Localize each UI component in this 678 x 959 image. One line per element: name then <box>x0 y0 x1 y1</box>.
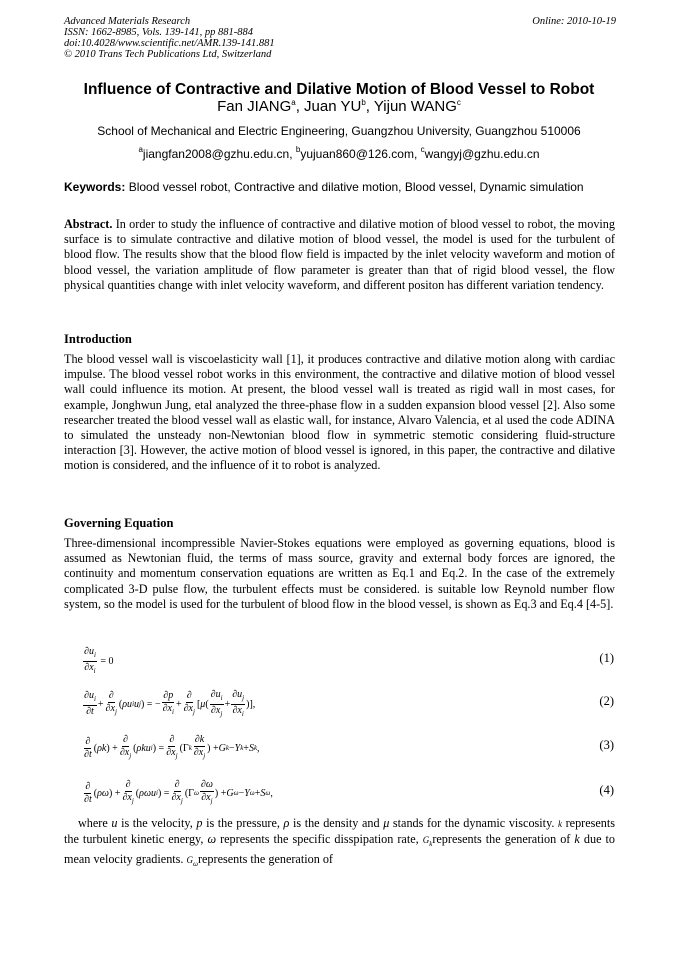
email-mark: a <box>138 145 143 154</box>
equation-4: $\frac{\partial}{\partial t}$ ( ρω ) + $\frac{\partial}{\partial x_j}$ ( ρωu i ) = $\frac{\partial}{\partial x_j}$ (Γ ω $\frac{\partial\omega}{\partial x_j}$ ) + G ω − Y ω + S ω , <box>84 779 273 805</box>
where-text: represents the generation of <box>432 832 571 847</box>
equation-1: $\frac{\partial u_i}{\partial x_i}$ = 0 <box>84 645 114 675</box>
author-name: Juan YU <box>304 98 362 115</box>
author-mark: c <box>456 98 461 107</box>
where-text: is the pressure, <box>206 816 280 830</box>
governing-text: Three-dimensional incompressible Navier-Stokes equations were employed as governing equations, blood is assumed as Newtonian fluid, the terms of mass source, gravity and external body forces are ignored, the continuity and momentum conservation equations are written as Eq.1 and Eq.2. In the case of the extremely complicated 3-D pulse flow, the turbulent effects must be considered. is suitable low Reynold number flow system, so the model is used for the turbulent of blood flow in the blood vessel, is shown as Eq.3 and Eq.4 [4-5]. <box>64 536 615 611</box>
author-mark: a <box>291 98 296 107</box>
introduction-text: The blood vessel wall is viscoelasticity wall [1], it produces contractive and dilative motion along with cardiac impulse. The blood vessel robot works in this environment, the contractive and dilative motion of blood vessel wall could influence its motion. At present, the blood vessel wall is treated as rigid wall in most cases, for example, Jonghwun Jung, etal analyzed the three-phase flow in a sudden expansion blood vessel [2]. Also some researcher treated the blood vessel wall as elastic wall, for instance, Alvaro Valencia, et al used the code ADINA to simulated the unsteady non-Newtonian blood flow in symmetric stemotic considering fluid-structure interaction [3]. However, the active motion of blood vessel is ignored, in this paper, the contractive and dilative motion is considered, and the influence of it to robot is analyzed. <box>64 352 615 473</box>
author-mark: b <box>361 98 366 107</box>
where-text: represents the turbulent kinetic energy, <box>64 816 616 847</box>
where-text: represents the specific disspipation rate, <box>220 832 419 847</box>
copyright-line: © 2010 Trans Tech Publications Ltd, Switzerland <box>64 49 272 60</box>
author-name: Fan JIANG <box>217 98 292 115</box>
abstract <box>64 217 615 293</box>
affiliation: School of Mechanical and Electric Engineering, Guangzhou University, Guangzhou 510006 <box>97 124 581 138</box>
keywords-label: Keywords: <box>64 180 126 194</box>
abstract-label: Abstract. <box>64 217 113 231</box>
keywords <box>64 180 616 194</box>
email-list: $^a$jiangfan2008@gzhu.edu.cn, $^b$yujuan860@126.com, $^c$wangyj@gzhu.edu.cn <box>138 145 540 161</box>
email-address: wangyj@gzhu.edu.cn <box>424 147 540 161</box>
where-text: represents the generation of <box>197 852 333 867</box>
where-paragraph: where u is the velocity, p is the pressure, ρ is the density and μ stands for the dynamic viscosity. k represents the turbulent kinetic energy, ω represents the specific disspipation rate, $G_krepresents$ the generation of k due to mean velocity gradients. $G_\omega represents$ the generation of <box>64 816 616 869</box>
email-mark: b <box>295 145 301 154</box>
email-mark: c <box>420 145 425 154</box>
equation-number-1: (1) <box>599 651 614 665</box>
email-address: jiangfan2008@gzhu.edu.cn <box>142 147 290 161</box>
online-date: Online: 2010-10-19 <box>532 16 616 27</box>
where-text: viscosity. <box>508 816 555 830</box>
where-text: where <box>78 816 108 830</box>
equation-3: $\frac{\partial}{\partial t}$ ( ρk ) + $\frac{\partial}{\partial x_j}$ ( ρku i ) = $\frac{\partial}{\partial x_j}$ (Γ k $\frac{\partial k}{\partial x_j}$ ) + G k − Y k + S k , <box>84 734 260 760</box>
doi-line: doi:10.4028/www.scientific.net/AMR.139-141.881 <box>64 38 275 49</box>
where-text: due to mean velocity gradients. <box>64 832 615 867</box>
where-text: is the density and <box>292 816 380 830</box>
keywords-text: Blood vessel robot, Contractive and dilative motion, Blood vessel, Dynamic simulation <box>128 180 584 194</box>
introduction-heading: Introduction <box>64 332 132 346</box>
where-text: is the velocity, <box>121 816 193 830</box>
issn-line: ISSN: 1662-8985, Vols. 139-141, pp 881-884 <box>64 27 253 38</box>
paper-title: Influence of Contractive and Dilative Motion of Blood Vessel to Robot <box>83 81 595 98</box>
equation-number-4: (4) <box>599 783 614 797</box>
journal-name: Advanced Materials Research <box>64 16 191 27</box>
author-list: Fan JIANG$^a$, Juan $YU^b$, Yijun WANG$^c$ <box>217 98 461 115</box>
author-name: Yijun WANG <box>373 98 457 115</box>
governing-heading: Governing Equation <box>64 516 174 530</box>
equation-number-3: (3) <box>599 738 614 752</box>
equation-number-2: (2) <box>599 694 614 708</box>
where-text: stands for the dynamic <box>392 816 506 830</box>
abstract-text: In order to study the influence of contractive and dilative motion of blood vessel to robot, the moving surface is to simulate contractive and dilative motion of blood vessel, the model is used for the turbulent of blood flow. The results show that the blood flow field is impacted by the inlet velocity waveform and motion of blood vessel, the variation amplitude of flow parameter is greater than that of rigid blood vessel, the flow physical quantities change with inlet velocity waveform, and different positon has different variation tendency. <box>64 217 615 292</box>
equation-2: $\frac{\partial u_i}{\partial t}$ + $\frac{\partial}{\partial x_j}$ ( ρu i u j ) = − $\frac{\partial p}{\partial x_i}$ + $\frac{\partial}{\partial x_j}$ [ μ ( $\frac{\partial u_i}{\partial x_j}$ + $\frac{\partial u_j}{\partial x_i}$ )], <box>84 688 256 718</box>
email-address: yujuan860@126.com <box>300 147 414 161</box>
